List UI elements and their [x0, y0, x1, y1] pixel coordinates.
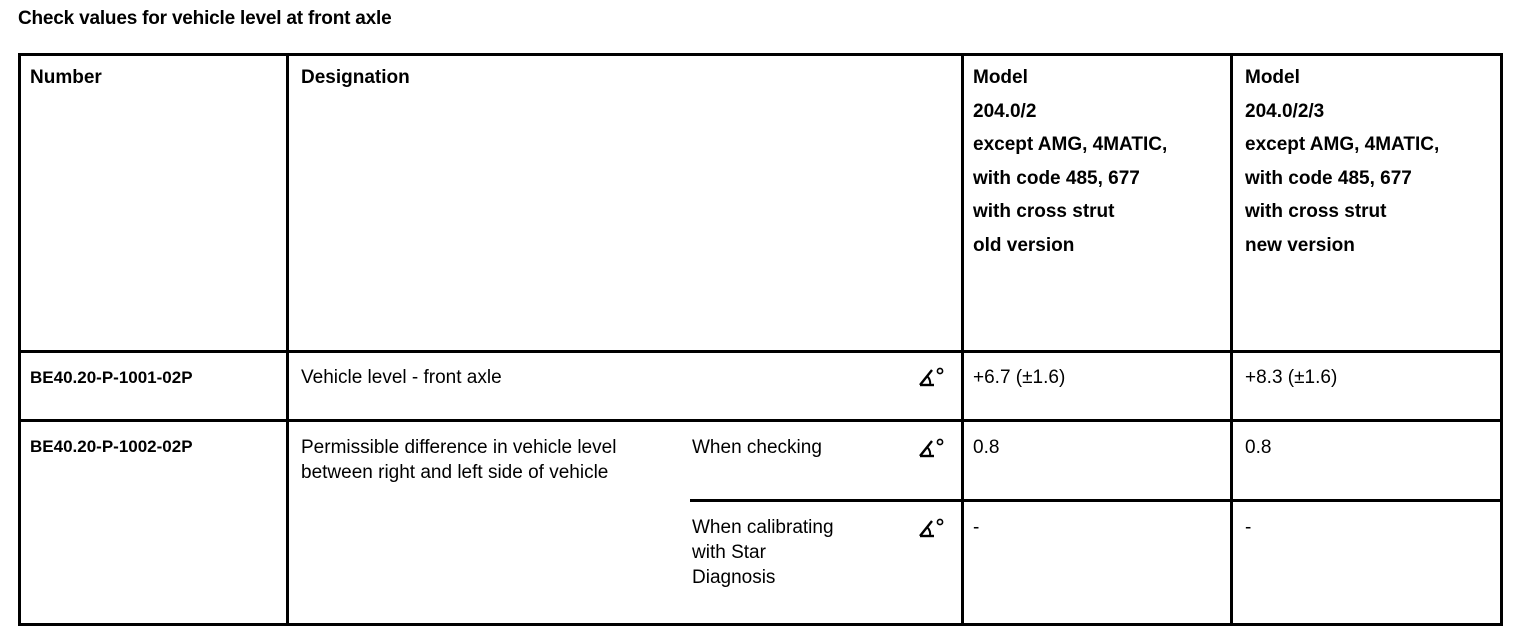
row-number: BE40.20-P-1002-02P	[30, 437, 193, 456]
header-line: except AMG, 4MATIC,	[1245, 134, 1440, 155]
header-line: Model	[973, 67, 1028, 88]
row-value-new: -	[1245, 517, 1252, 538]
header-line: with cross strut	[1245, 201, 1387, 222]
row-value-new: +8.3 (±1.6)	[1245, 367, 1338, 388]
designation-line: Permissible difference in vehicle level	[301, 437, 617, 458]
row-value-old: 0.8	[973, 437, 1000, 458]
header-line: with code 485, 677	[1245, 167, 1412, 189]
header-line: 204.0/2/3	[1245, 100, 1325, 122]
header-model-old	[973, 61, 1167, 262]
column-divider	[1230, 53, 1233, 626]
header-line: 204.0/2	[973, 100, 1037, 122]
header-line: old version	[973, 234, 1075, 256]
condition-line: Diagnosis	[692, 567, 776, 588]
row-designation: Vehicle level - front axle	[301, 367, 502, 388]
row-number: BE40.20-P-1001-02P	[30, 368, 193, 387]
angle-degree-icon	[917, 436, 947, 460]
header-designation: Designation	[301, 67, 410, 88]
condition-line: When calibrating	[692, 517, 834, 538]
header-number: Number	[30, 67, 102, 88]
column-divider	[286, 53, 289, 626]
angle-degree-icon	[917, 516, 947, 540]
row-value-old: +6.7 (±1.6)	[973, 367, 1066, 388]
column-divider	[961, 53, 964, 626]
subrow-divider	[690, 499, 1503, 502]
page-title: Check values for vehicle level at front axle	[18, 8, 392, 29]
header-line: new version	[1245, 234, 1355, 256]
row-divider	[18, 350, 1503, 353]
condition-line: with Star	[692, 542, 766, 563]
header-line: Model	[1245, 67, 1300, 88]
row-value-new: 0.8	[1245, 437, 1272, 458]
header-line: with cross strut	[973, 201, 1115, 222]
condition-label	[692, 435, 822, 460]
header-line: with code 485, 677	[973, 167, 1140, 189]
row-designation	[301, 435, 616, 485]
header-model-new	[1245, 61, 1439, 262]
condition-label	[692, 515, 834, 590]
row-value-old: -	[973, 517, 980, 538]
angle-degree-icon	[917, 365, 947, 389]
designation-line: between right and left side of vehicle	[301, 462, 609, 483]
condition-line: When checking	[692, 437, 822, 458]
row-divider	[18, 419, 1503, 422]
header-line: except AMG, 4MATIC,	[973, 134, 1168, 155]
